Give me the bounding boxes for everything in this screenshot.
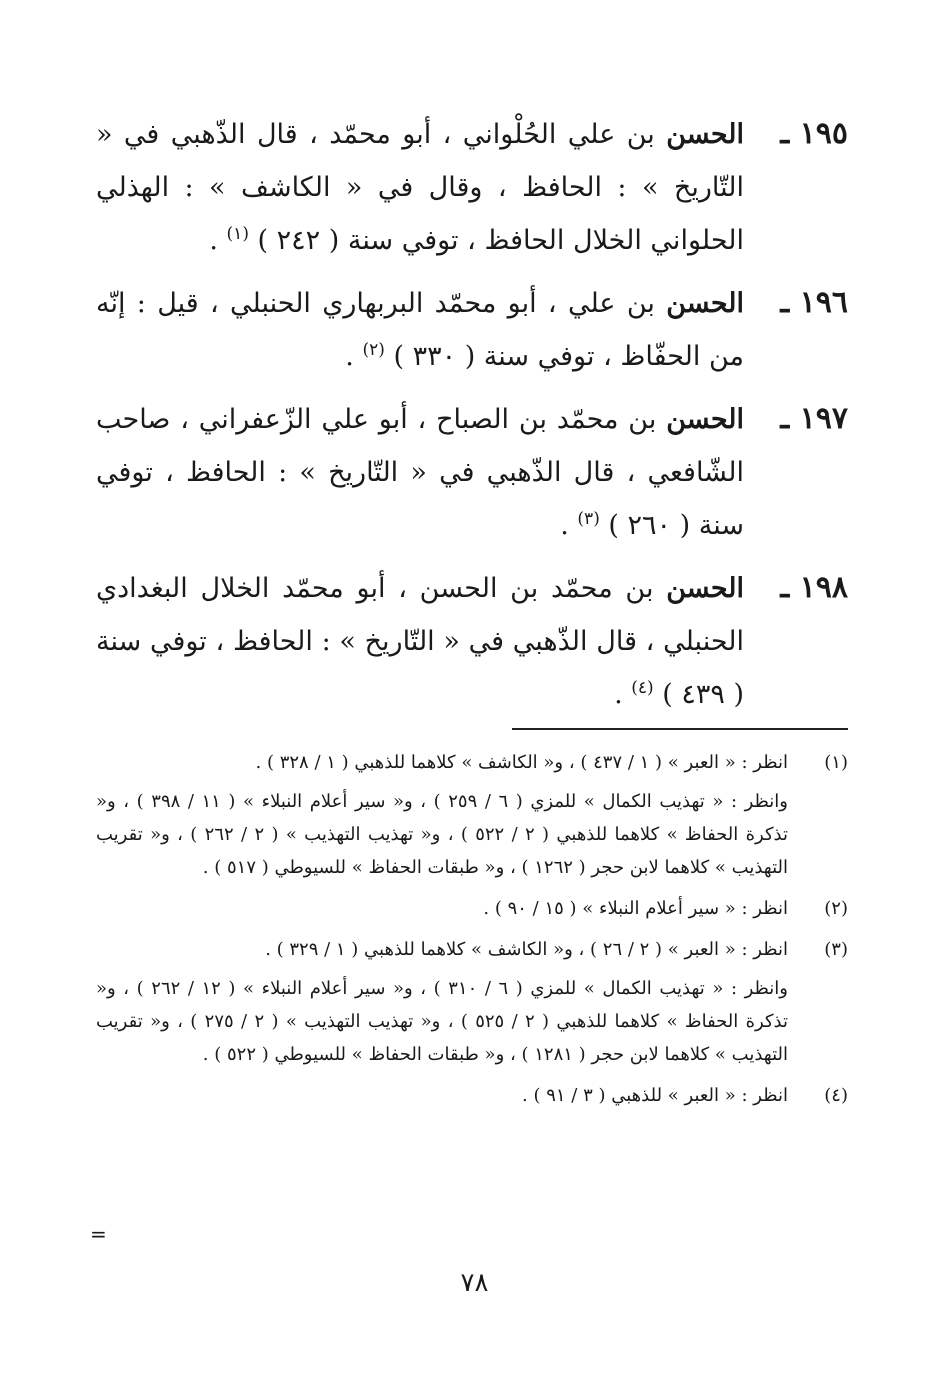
footnote-subline: وانظر : « تهذيب الكمال » للمزي ( ٦ / ٢٥٩ ) ، و« سير أعلام النبلاء » ( ١١ / ٣٩٨ ) ، و« تذكرة الحفاظ » كلاهما للذهبي ( ٢ / ٥٢٢ ) ، و« تهذيب التهذيب » ( ٢ / ٢٦٢ ) ، و« تقريب التهذيب » كلاهما لابن حجر ( ١٢٦٢ ) ، و« طبقات الحفاظ » للسيوطي ( ٥١٧ ) . [96, 791, 789, 878]
entry-description: بن محمّد بن الصباح ، أبو علي الزّعفراني ، صاحب الشّافعي ، قال الذّهبي في « التّاريخ » : الحافظ ، توفي سنة ( ٢٦٠ ) [96, 404, 744, 541]
biography-entries [96, 108, 848, 731]
entry-description: بن محمّد بن الحسن ، أبو محمّد الخلال البغدادي الحنبلي ، قال الذّهبي في « التّاريخ » : الحافظ ، توفي سنة ( ٤٣٩ ) [96, 573, 744, 710]
footnote-line: انظر : « العبر » ( ٢ / ٢٦ ) ، و« الكاشف » كلاهما للذهبي ( ١ / ٣٢٩ ) . [265, 939, 788, 960]
footnote-text [96, 892, 788, 925]
footnote-text [96, 746, 788, 884]
footnote [96, 1079, 848, 1112]
footnote-reference[interactable]: (٢) [362, 340, 385, 360]
footnote-reference[interactable]: (٣) [577, 509, 600, 529]
entry-text [96, 393, 744, 552]
entry-text [96, 108, 744, 267]
footnote [96, 933, 848, 1071]
entry [96, 108, 848, 267]
entry [96, 393, 848, 552]
footnote-number: (٢) [824, 898, 848, 919]
entry-number: ١٩٥ ـ [780, 116, 848, 151]
footnote-text [96, 1079, 788, 1112]
entry-text [96, 277, 744, 383]
footnote-reference[interactable]: (٤) [631, 678, 654, 698]
footnote-line: انظر : « العبر » للذهبي ( ٣ / ٩١ ) . [522, 1085, 788, 1106]
entry [96, 562, 848, 721]
footnote-reference[interactable]: (١) [226, 224, 249, 244]
entry-number: ١٩٦ ـ [780, 285, 848, 320]
entry-description: بن علي الحُلْواني ، أبو محمّد ، قال الذّهبي في « التّاريخ » : الحافظ ، وقال في « الكاشف » : الهذلي الحلواني الخلال الحافظ ، توفي سنة ( ٢٤٢ ) [96, 119, 744, 256]
entry-name: الحسن [666, 119, 744, 150]
entry-tail: . [560, 510, 578, 541]
page-number: ٧٨ [460, 1268, 489, 1298]
footnote-number: (٣) [824, 939, 848, 960]
entry-number: ١٩٨ ـ [780, 570, 848, 605]
footnote-subline: وانظر : « تهذيب الكمال » للمزي ( ٦ / ٣١٠ ) ، و« سير أعلام النبلاء » ( ١٢ / ٢٦٢ ) ، و« تذكرة الحفاظ » كلاهما للذهبي ( ٢ / ٥٢٥ ) ، و« تهذيب التهذيب » ( ٢ / ٢٧٥ ) ، و« تقريب التهذيب » كلاهما لابن حجر ( ١٢٨١ ) ، و« طبقات الحفاظ » للسيوطي ( ٥٢٢ ) . [96, 978, 789, 1065]
footnote-text [96, 933, 788, 1071]
footnotes [96, 746, 848, 1120]
footnote [96, 892, 848, 925]
entry-text [96, 562, 744, 721]
entry-tail: . [209, 225, 227, 256]
footnote-line: انظر : « سير أعلام النبلاء » ( ١٥ / ٩٠ ) . [483, 898, 788, 919]
footnote-number: (٤) [824, 1085, 848, 1106]
entry-description: بن علي ، أبو محمّد البربهاري الحنبلي ، قيل : إنّه من الحفّاظ ، توفي سنة ( ٣٣٠ ) [96, 288, 744, 372]
entry-number: ١٩٧ ـ [780, 401, 848, 436]
footnote [96, 746, 848, 884]
entry-name: الحسن [666, 288, 744, 319]
entry-name: الحسن [666, 404, 744, 435]
entry [96, 277, 848, 383]
footnote-number: (١) [824, 752, 848, 773]
entry-tail: . [614, 679, 632, 710]
continuation-mark: = [90, 1222, 107, 1246]
entry-tail: . [345, 341, 363, 372]
entry-name: الحسن [666, 573, 744, 604]
footnote-separator [512, 728, 848, 730]
footnote-line: انظر : « العبر » ( ١ / ٤٣٧ ) ، و« الكاشف » كلاهما للذهبي ( ١ / ٣٢٨ ) . [255, 752, 788, 773]
